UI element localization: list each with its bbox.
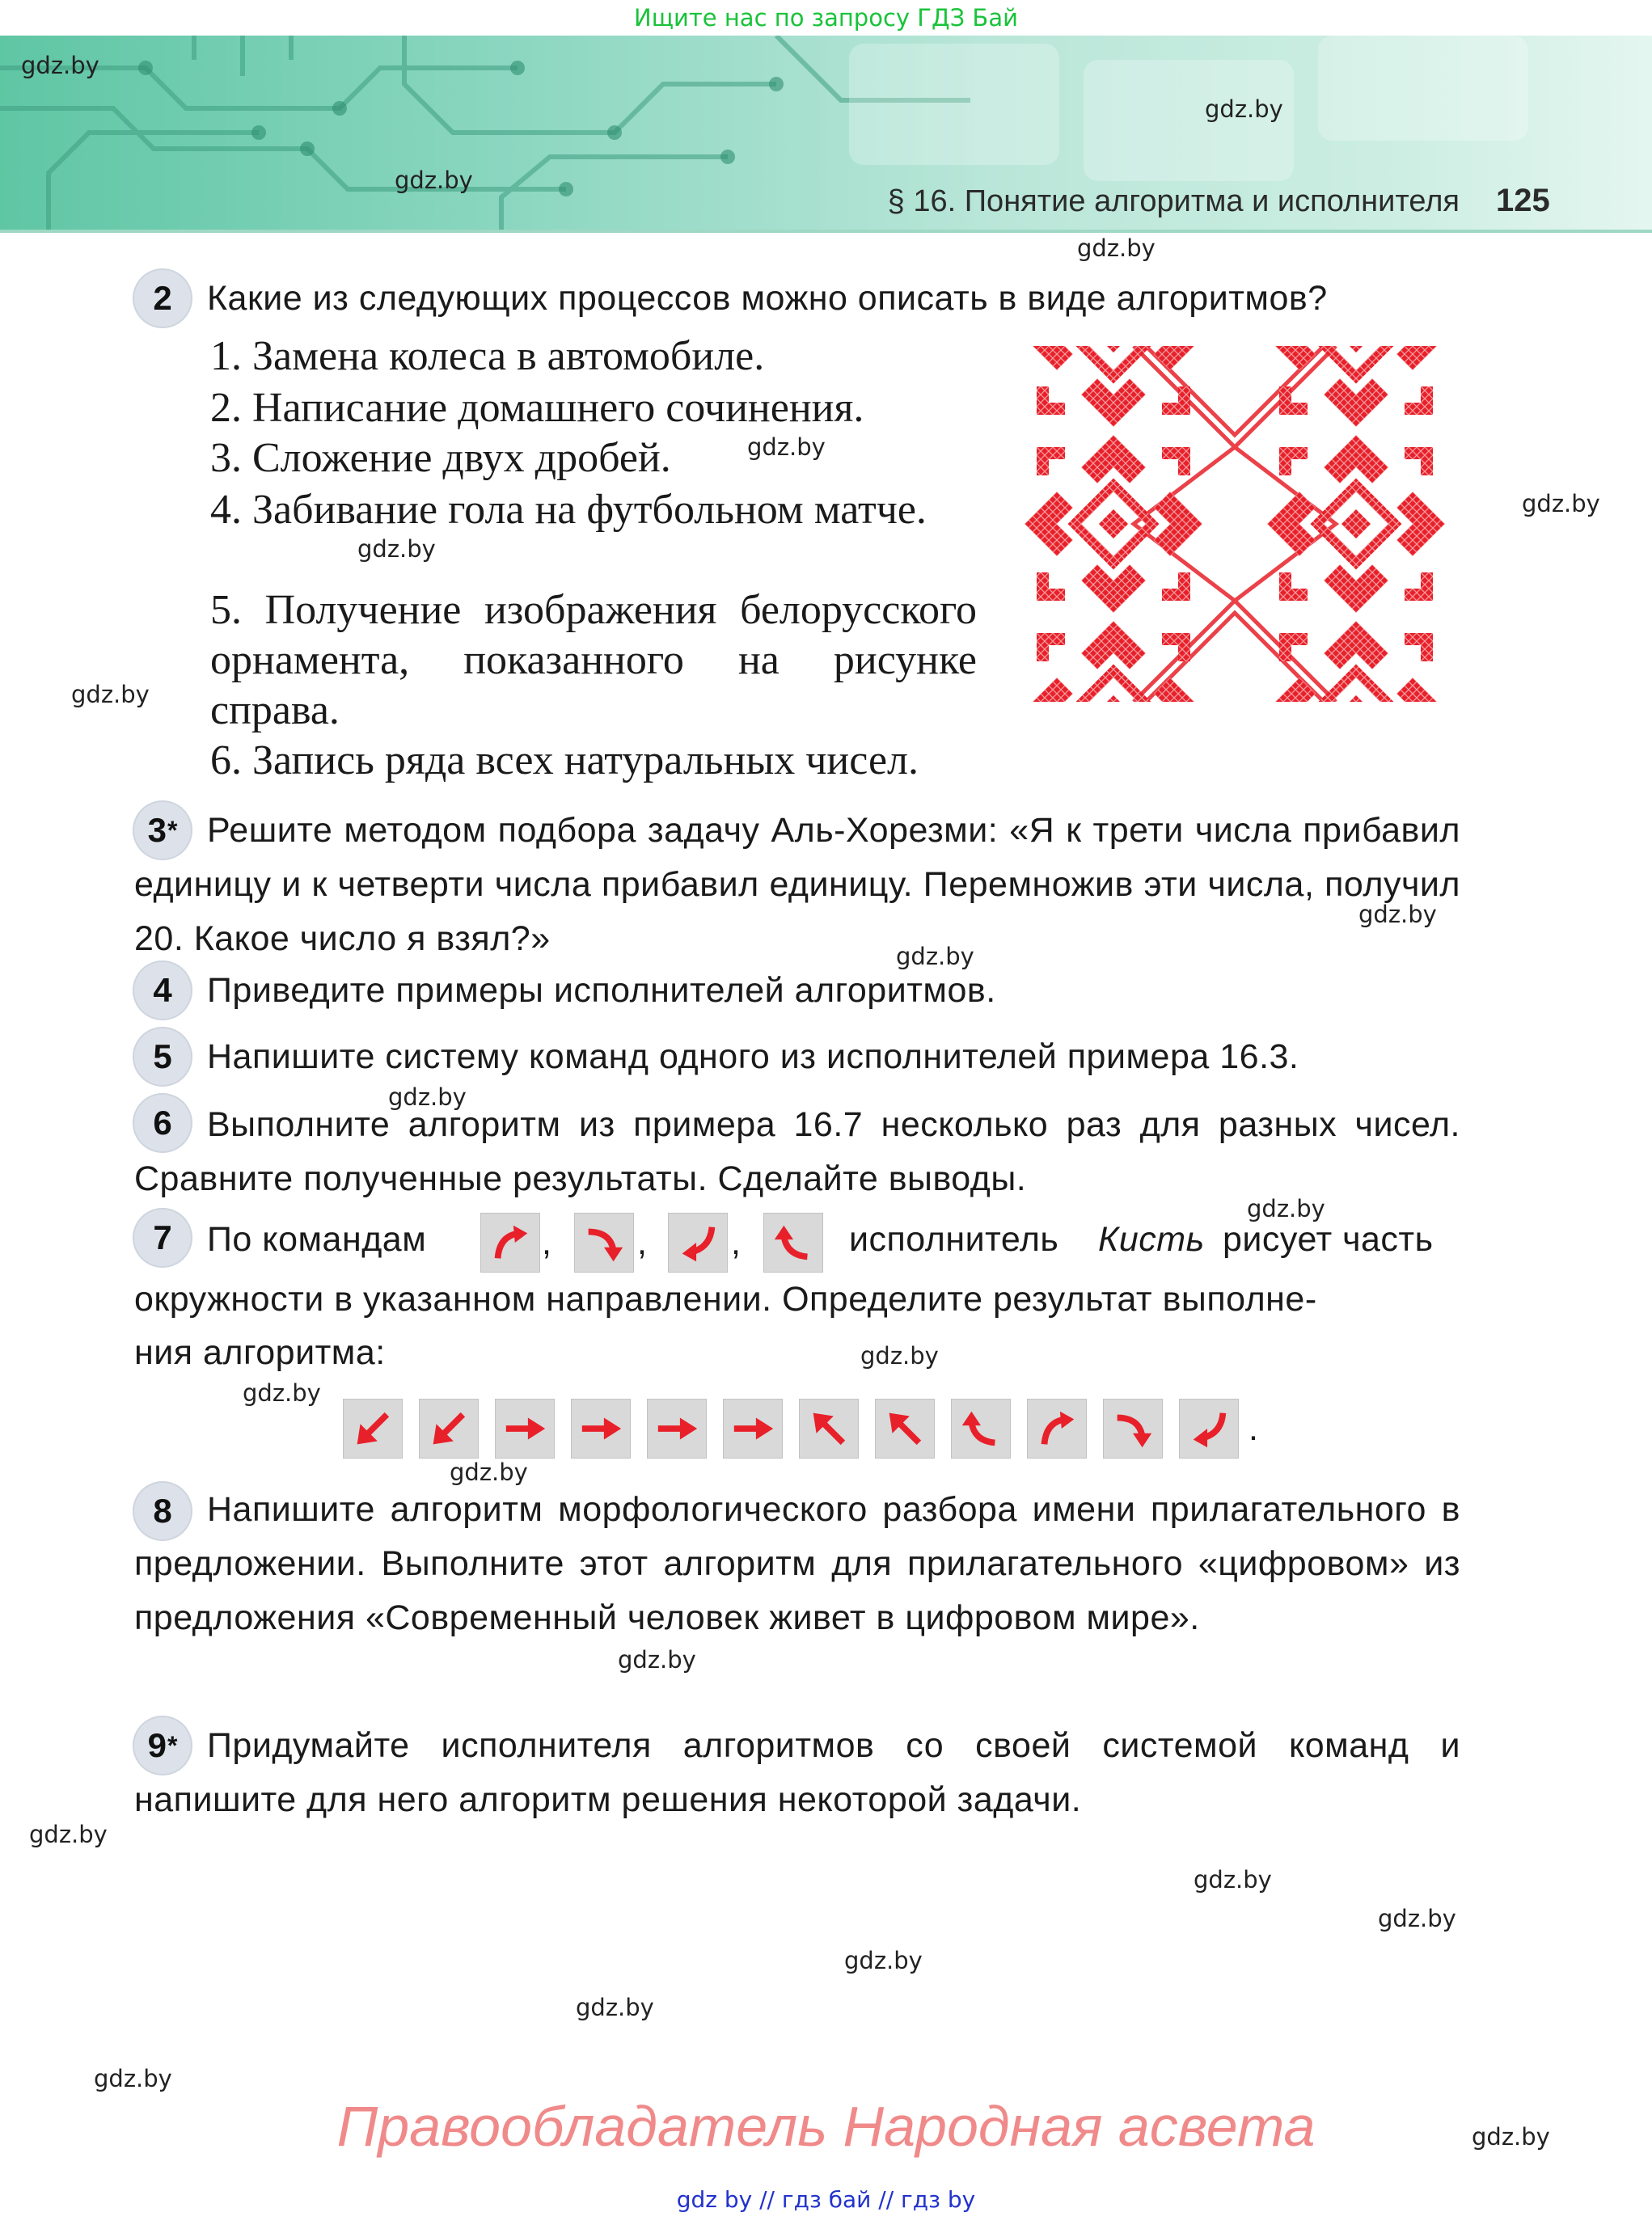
arrow-up-left-icon xyxy=(805,1405,852,1452)
algorithm-step xyxy=(343,1399,403,1459)
task-7-lead: По командам xyxy=(207,1220,427,1259)
task-2-item: 6. Запись ряда всех натуральных чисел. xyxy=(210,737,919,783)
command-arc-up-left xyxy=(763,1213,823,1273)
task-9-text: Придумайте исполнителя алгоритмов со своей системой команд и напишите для него алгоритм решения некоторой задачи. xyxy=(134,1726,1460,1819)
watermark: gdz.by xyxy=(71,681,150,708)
command-arc-down-right xyxy=(574,1213,634,1273)
arrow-down-left-icon xyxy=(425,1405,472,1452)
watermark: gdz.by xyxy=(1194,1866,1272,1894)
watermark: gdz.by xyxy=(1472,2123,1550,2151)
command-separator: , xyxy=(731,1223,741,1262)
algorithm-sequence xyxy=(343,1399,1258,1459)
arc-up-left-icon xyxy=(770,1219,817,1266)
arrow-right-icon xyxy=(653,1405,700,1452)
task-number-badge: 4 xyxy=(133,961,192,1020)
watermark: gdz.by xyxy=(21,52,99,79)
algorithm-step xyxy=(875,1399,935,1459)
watermark: gdz.by xyxy=(1205,95,1283,123)
header-divider xyxy=(0,230,1652,233)
algorithm-step xyxy=(419,1399,479,1459)
watermark: gdz.by xyxy=(1358,901,1437,928)
arrow-right-icon xyxy=(577,1405,624,1452)
command-separator: , xyxy=(637,1223,648,1262)
command-separator: , xyxy=(542,1223,552,1262)
task-number-badge: 6 xyxy=(133,1093,192,1153)
watermark: gdz.by xyxy=(576,1994,654,2021)
task-number-badge: 8 xyxy=(133,1481,192,1541)
arc-up-right-icon xyxy=(1033,1405,1080,1452)
arrow-right-icon xyxy=(729,1405,776,1452)
task-5-text: Напишите систему команд одного из исполнителей примера 16.3. xyxy=(207,1037,1299,1076)
algorithm-step xyxy=(1103,1399,1163,1459)
top-search-banner[interactable]: Ищите нас по запросу ГДЗ Бай xyxy=(634,4,1018,32)
watermark: gdz.by xyxy=(860,1342,939,1370)
executor-name: Кисть xyxy=(1098,1220,1205,1259)
watermark: gdz.by xyxy=(844,1947,923,1974)
watermark: gdz.by xyxy=(357,535,436,563)
task-number-badge: 2 xyxy=(133,268,192,328)
watermark: gdz.by xyxy=(896,943,974,970)
command-arc-up-right xyxy=(480,1213,540,1273)
watermark: gdz.by xyxy=(1077,234,1156,262)
arrow-up-left-icon xyxy=(881,1405,928,1452)
watermark: gdz.by xyxy=(450,1459,528,1486)
task-2-item: 4. Забивание гола на футбольном матче. xyxy=(210,487,927,533)
algorithm-step xyxy=(1179,1399,1239,1459)
task-8-text: Напишите алгоритм морфологического разбора имени прилагательного в предложении. Выполните этот алгоритм для прилагательного «цифровом» из предложения «Современный человек живет в цифровом мире». xyxy=(134,1490,1460,1637)
task-7-mid: исполнитель xyxy=(849,1220,1059,1259)
algorithm-step xyxy=(723,1399,783,1459)
command-arc-down-left xyxy=(668,1213,728,1273)
watermark: gdz.by xyxy=(94,2065,172,2092)
chapter-title: § 16. Понятие алгоритма и исполнителя xyxy=(887,184,1460,218)
task-7-rest: рисует часть xyxy=(1223,1220,1434,1259)
algorithm-step xyxy=(951,1399,1011,1459)
task-number-badge: 5 xyxy=(133,1027,192,1087)
task-3-text: Решите методом подбора задачу Аль-Хорезми: «Я к трети числа прибавил единицу и к четверти числа прибавил единицу. Перемножив эти числа, получил 20. Какое число я взял?» xyxy=(134,811,1460,958)
watermark: gdz.by xyxy=(395,167,473,194)
belarusian-ornament-image xyxy=(1020,346,1449,702)
algorithm-step xyxy=(799,1399,859,1459)
watermark: gdz.by xyxy=(1522,490,1600,517)
task-2-item: 5. Получение изображения белорусского орнамента, показанного на рисунке справа. xyxy=(210,587,977,733)
task-number-badge: 3 * xyxy=(133,800,192,860)
task-number-badge: 9 * xyxy=(133,1716,192,1775)
page-number: 125 xyxy=(1496,183,1550,218)
arc-down-left-icon xyxy=(1185,1405,1232,1452)
algorithm-end-period: . xyxy=(1249,1408,1259,1448)
arc-down-left-icon xyxy=(674,1219,721,1266)
arc-down-right-icon xyxy=(581,1219,627,1266)
arc-up-left-icon xyxy=(957,1405,1004,1452)
watermark: gdz.by xyxy=(29,1821,108,1848)
task-number-badge: 7 xyxy=(133,1208,192,1268)
task-6-text: Выполните алгоритм из примера 16.7 несколько раз для разных чисел. Сравните полученные результаты. Сделайте выводы. xyxy=(134,1105,1460,1198)
watermark: gdz.by xyxy=(388,1083,467,1111)
task-7-line: окружности в указанном направлении. Определите результат выполне- xyxy=(134,1280,1317,1319)
task-2-item: 2. Написание домашнего сочинения. xyxy=(210,385,864,431)
arrow-down-left-icon xyxy=(349,1405,396,1452)
copyright-notice: Правообладатель Народная асвета xyxy=(336,2095,1316,2158)
arc-down-right-icon xyxy=(1109,1405,1156,1452)
watermark: gdz.by xyxy=(747,433,826,461)
algorithm-step xyxy=(571,1399,631,1459)
watermark: gdz.by xyxy=(1378,1905,1456,1932)
watermark: gdz.by xyxy=(1247,1195,1325,1222)
task-2-item: 1. Замена колеса в автомобиле. xyxy=(210,333,765,379)
algorithm-step xyxy=(647,1399,707,1459)
algorithm-step xyxy=(1027,1399,1087,1459)
watermark: gdz.by xyxy=(618,1646,696,1674)
watermark: gdz.by xyxy=(243,1379,321,1407)
task-7-line: ния алгоритма: xyxy=(134,1333,386,1372)
algorithm-step xyxy=(495,1399,555,1459)
task-2-item: 3. Сложение двух дробей. xyxy=(210,435,671,481)
task-4-text: Приведите примеры исполнителей алгоритмов. xyxy=(207,971,996,1010)
arc-up-right-icon xyxy=(487,1219,534,1266)
arrow-right-icon xyxy=(501,1405,548,1452)
footer-links[interactable]: gdz by // гдз бай // гдз by xyxy=(676,2186,976,2213)
task-2-question: Какие из следующих процессов можно описать в виде алгоритмов? xyxy=(207,279,1328,318)
